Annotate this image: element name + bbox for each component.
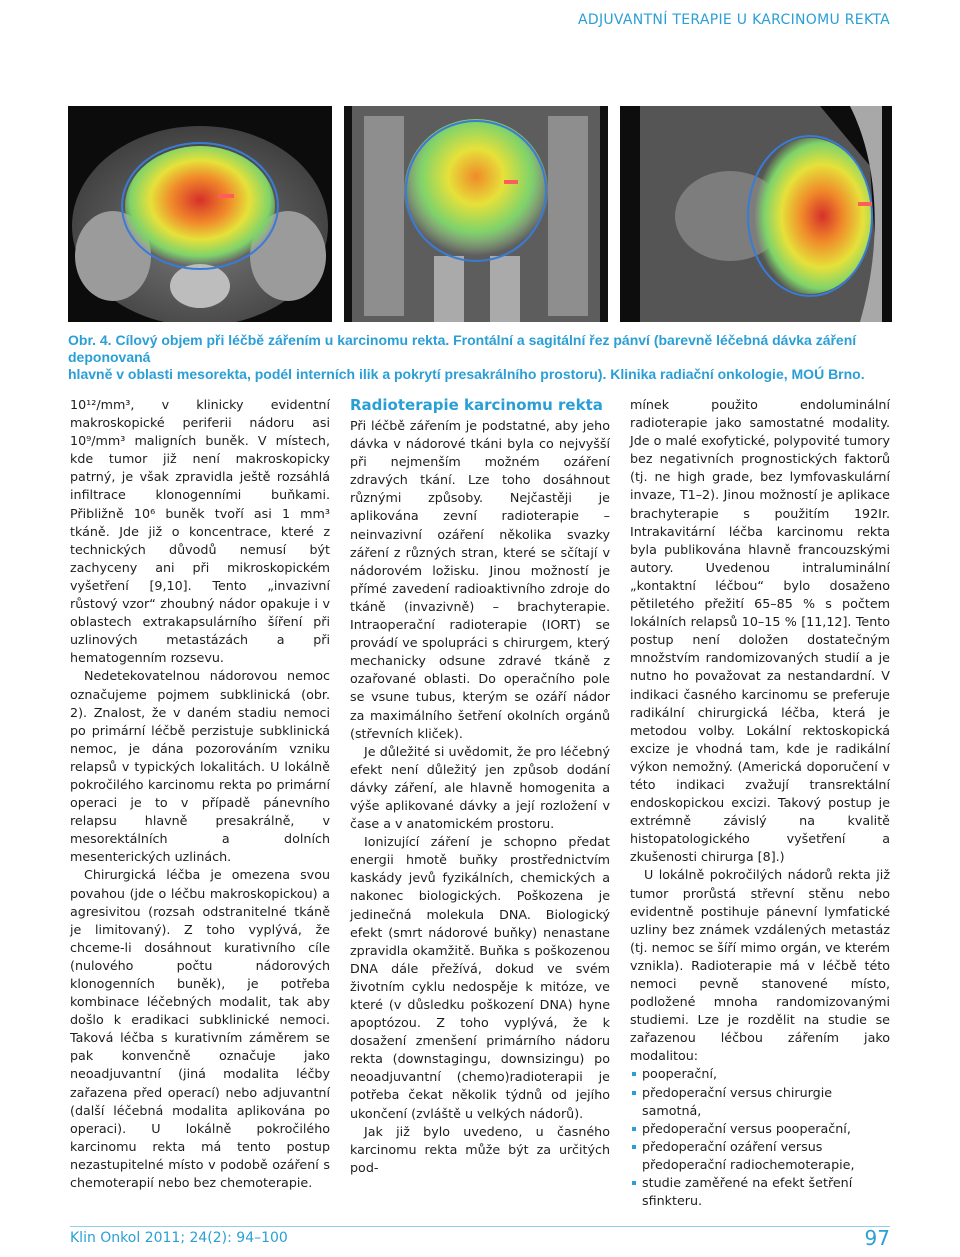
footer-rule [70, 1226, 890, 1227]
ct-axial-image [68, 106, 332, 322]
paragraph: mínek použito endoluminální radioterapie jako samostatné modality. Jde o malé exofytické, polypovité tumory bez negativních prognostických faktorů (tj. ne high grade, bez lymfovaskulární invaze, T1–2). Jinou možností je aplikace brachyterapie s použitím 192Ir. Intrakavitární léčba karcinomu rekta byla publikována hlavně francouzskými autory. Uvedenou intraluminální „kontaktní léčbou“ bylo dosaženo pětiletého přežití 65–85 % s počtem lokálních relapsů 10–15 % [11,12]. Tento postup není doložen dostatečným množstvím randomizovaných studií a je nutno ho považovat za nestandardní. V indikaci časného karcinomu se preferuje radikální chirurgická léčba, která je metodou volby. Lokální rektoskopická excize je vhodná tam, kde je radikální výkon nemožný. (Americká doporučení v této indikaci zvažují transrektální endoskopickou excizi. Takový postup je extrémně závislý na kvalitě histopatologického vyšetření a zkušenosti chirurga [8].) [630, 397, 890, 865]
list-item: předoperační ozáření versus předoperační radiochemoterapie, [630, 1138, 890, 1174]
list-item: studie zaměřené na efekt šetření sfinkteru. [630, 1174, 890, 1210]
page-footer [0, 1226, 960, 1257]
paragraph: Ionizující záření je schopno předat energii hmotě buňky prostřednictvím kaskády jevů fyzikálních, chemických a nakonec biologických. Poškozena je jedinečná molekula DNA. Biologický efekt (smrt nádorové buňky) nenastane zpravidla okamžitě. Buňka s poškozenou DNA dále přežívá, dokud ve svém životním cyklu nedospěje k mitóze, ve které (v důsledku poškození DNA) hyne apoptózou. Z toho vyplývá, že k dosažení zmenšení primárního nádoru rekta (downstagingu, downsizingu) po neoadjuvantní (chemo)radioterapii je potřeba čekat několik týdnů od jejího ukončení (zvláště u velkých nádorů). [350, 834, 610, 1121]
study-type-list [630, 1065, 890, 1210]
paragraph: Jak již bylo uvedeno, u časného karcinomu rekta může být za určitých pod- [350, 1123, 610, 1175]
running-head: ADJUVANTNÍ TERAPIE U KARCINOMU REKTA [578, 12, 890, 28]
section-heading: Radioterapie karcinomu rekta [350, 396, 603, 414]
column-3 [630, 396, 890, 1210]
paragraph: Nedetekovatelnou nádorovou nemoc označujeme pojmem subklinická (obr. 2). Znalost, že v daném stadiu nemoci po primární léčbě perzistuje subklinická nemoc, je dána pozorováním vzniku relapsů v typických lokalitách. U lokálně pokročilého karcinomu rekta po primární operaci je to v případě pánevního relapsu hlavně presakrálně, v mesorektálních a dolních mesenterických uzlinách. [70, 668, 330, 865]
figure-caption [68, 332, 900, 383]
paragraph: Je důležité si uvědomit, že pro léčebný efekt není důležitý jen způsob dodání dávky záření, ale hlavně homogenita a výše aplikované dávky a její rozložení v čase a v anatomickém prostoru. [350, 743, 610, 832]
column-2 [350, 396, 610, 1177]
paragraph: U lokálně pokročilých nádorů rekta již tumor prorůstá střevní stěnu nebo evidentně postihuje pánevní lymfatické uzliny bez známek vzdálených metastáz (tj. nemoc se šíří mimo orgán, ve kterém vznikla). Radioterapie má v léčbě této nemoci pevně stanovené místo, podložené mnoha randomizovanými studiemi. Lze je rozdělit na studie se zařazenou léčbou zářením jako modalitou: [630, 867, 890, 1064]
journal-citation: Klin Onkol 2011; 24(2): 94–100 [70, 1230, 288, 1246]
caption-line: hlavně v oblasti mesorekta, podél interních ilik a pokrytí presakrálního prostoru). Klinika radiační onkologie, MOÚ Brno. [68, 366, 865, 382]
paragraph: Při léčbě zářením je podstatné, aby jeho dávka v nádorové tkáni byla co nejvyšší při nejmenším možném ozáření zdravých tkání. Lze toho dosáhnout různými způsoby. Nejčastěji je aplikována zevní radioterapie – neinvazivní ozáření několika svazky záření z různých stran, které se sčítají v nádorovém ložisku. Jinou možností je přímé zavedení radioaktivního zdroje do tkáně (invazivně) – brachyterapie. Intraoperační radioterapie (IORT) se provádí ve spolupráci s chirurgem, který mechanicky odsune zdravé tkáně z ozařované oblasti. Do operačního pole se vsune tubus, kterým se ozáří nádor za maximálního šetření okolních orgánů (střevních kliček). [350, 418, 610, 741]
paragraph: 10¹²/mm³, v klinicky evidentní makroskopické periferii nádoru asi 10⁹/mm³ maligních buněk. V místech, kde tumor již není makroskopicky patrný, je však zpravidla ještě rozsáhlá infiltrace klonogenními buňkami. Přibližně 10⁶ buněk tvoří asi 1 mm³ tkáně. Jde již o koncentrace, které z technických důvodů nemusí být zachyceny ani při mikroskopickém vyšetření [9,10]. Tento „invazivní růstový vzor“ zhoubný nádor opakuje i v oblastech extrakapsulárního šíření při uzlinových metastázách a při hematogenním rozsevu. [70, 397, 330, 666]
figure-ct-scans [68, 106, 892, 322]
list-item: pooperační, [630, 1065, 890, 1083]
ct-coronal-image [344, 106, 608, 322]
caption-line: Obr. 4. Cílový objem při léčbě zářením u karcinomu rekta. Frontální a sagitální řez pánví (barevně léčebná dávka záření deponovaná [68, 332, 857, 365]
page-number: 97 [864, 1226, 890, 1250]
list-item: předoperační versus chirurgie samotná, [630, 1084, 890, 1120]
list-item: předoperační versus pooperační, [630, 1120, 890, 1138]
ct-sagittal-image [620, 106, 892, 322]
paragraph: Chirurgická léčba je omezena svou povahou (jde o léčbu makroskopickou) a agresivitou (rozsah odstranitelné tkáně je limitovaný). Z toho vyplývá, že chceme-li dosáhnout kurativního cíle (nulového počtu nádorových klonogenních buněk), je potřeba kombinace léčebných modalit, tak aby došlo k eradikaci subklinické nemoci. Taková léčba s kurativním záměrem se pak konvenčně označuje jako neoadjuvantní (jiná modalita léčby zařazena před operací) nebo adjuvantní (další léčebná modalita aplikována po operaci). U lokálně pokročilého karcinomu rekta má tento postup nezastupitelné místo v podobě ozáření s chemoterapií nebo bez chemoterapie. [70, 867, 330, 1191]
column-1 [70, 396, 330, 1192]
